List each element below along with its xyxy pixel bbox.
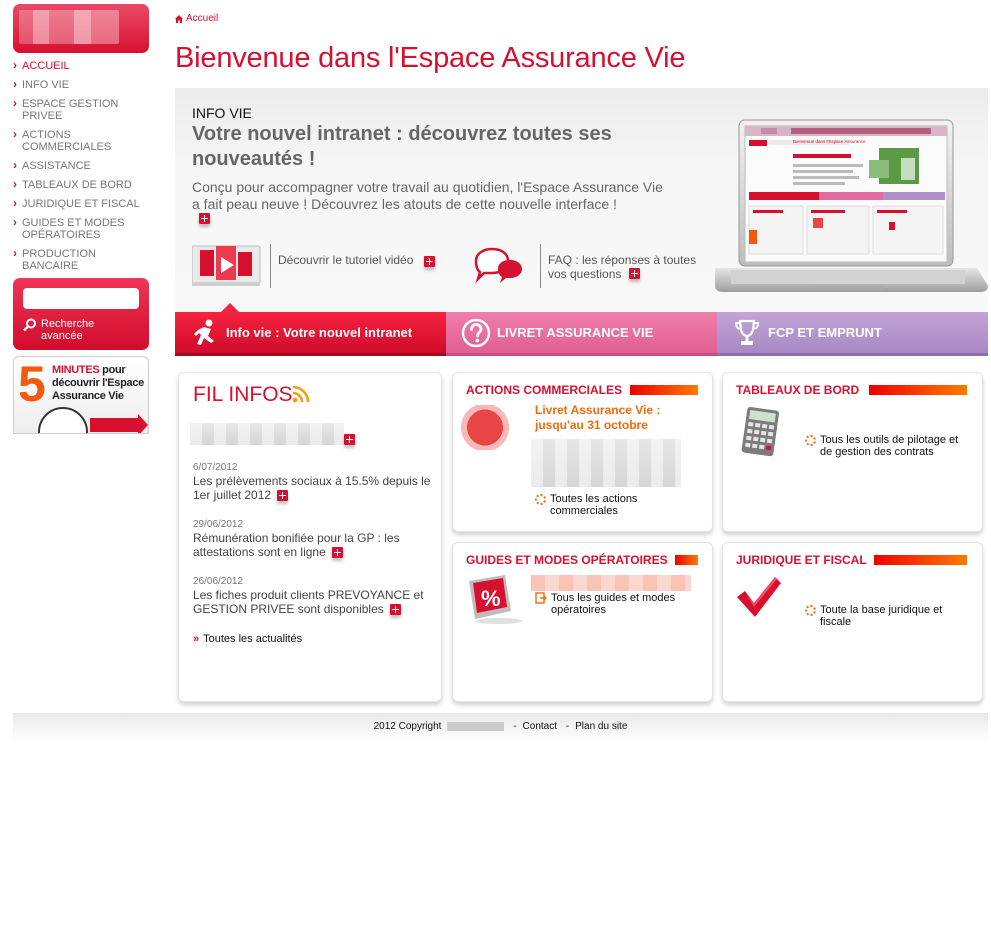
news-item[interactable] bbox=[193, 519, 433, 559]
juridique-title[interactable]: JURIDIQUE ET FISCAL bbox=[736, 553, 867, 567]
laptop-screenshot-image bbox=[715, 118, 988, 298]
gear-bullet-icon bbox=[535, 494, 546, 505]
nav-item-production-bancaire[interactable]: › PRODUCTION BANCAIRE bbox=[13, 248, 149, 272]
news-plus-icon[interactable] bbox=[332, 547, 343, 558]
all-news-link[interactable] bbox=[193, 633, 302, 645]
juridique-fiscal-card bbox=[722, 542, 983, 702]
title-accent-bar bbox=[874, 555, 967, 565]
news-date: 29/06/2012 bbox=[193, 519, 244, 530]
blurred-content bbox=[531, 575, 691, 591]
logo-image bbox=[19, 10, 119, 44]
hero-kicker: INFO VIE bbox=[192, 105, 252, 121]
all-tools-link[interactable] bbox=[805, 434, 970, 458]
blurred-thumbnail-image bbox=[460, 405, 510, 450]
hero-intro: Conçu pour accompagner votre travail au quotidien, l'Espace Assurance Vie a fait peau neuve ! Découvrez les atouts de cette nouvelle interface ! bbox=[192, 179, 663, 212]
nav-item-espace-gestion-privee[interactable]: › ESPACE GESTION PRIVEE bbox=[13, 98, 149, 122]
promo-minutes: MINUTES bbox=[52, 364, 100, 376]
nav-item-accueil[interactable]: › ACCUEIL bbox=[13, 60, 149, 72]
intro-more-plus-icon[interactable] bbox=[199, 213, 210, 224]
title-accent-bar bbox=[675, 555, 698, 565]
video-tutorial-icon[interactable] bbox=[192, 242, 262, 288]
blurred-content bbox=[190, 423, 344, 445]
rss-icon[interactable] bbox=[292, 385, 310, 403]
tableaux-de-bord-title[interactable]: TABLEAUX DE BORD bbox=[736, 383, 860, 397]
all-legal-link[interactable] bbox=[805, 604, 955, 628]
trophy-icon bbox=[732, 318, 762, 348]
all-guides-link[interactable] bbox=[535, 592, 685, 616]
search-panel bbox=[13, 278, 149, 350]
all-actions-link[interactable] bbox=[535, 493, 655, 517]
news-text: Rémunération bonifiée pour la GP : les attestations sont en ligne bbox=[193, 531, 400, 559]
laptop-screen-title: Bienvenue dans l'Espace Assurance bbox=[793, 139, 866, 144]
video-plus-icon[interactable] bbox=[424, 256, 435, 267]
all-tools-label: Tous les outils de pilotage et de gestion des contrats bbox=[820, 434, 959, 458]
footer-copyright: 2012 Copyright bbox=[373, 721, 442, 732]
clock-icon bbox=[38, 407, 88, 434]
nav-item-juridique-et-fiscal[interactable]: › JURIDIQUE ET FISCAL bbox=[13, 198, 149, 210]
nav-item-actions-commerciales[interactable]: › ACTIONS COMMERCIALES bbox=[13, 129, 149, 153]
promo-number: 5 bbox=[18, 356, 44, 412]
advanced-search-label: Recherche avancée bbox=[41, 318, 95, 342]
brand-logo[interactable] bbox=[13, 4, 149, 53]
hero-headline: Votre nouvel intranet : découvrez toutes ses nouveautés ! bbox=[192, 123, 612, 170]
guides-title[interactable]: GUIDES ET MODES OPÉRATOIRES bbox=[466, 553, 668, 567]
video-tutorial-link[interactable]: Découvrir le tutoriel vidéo bbox=[278, 253, 414, 267]
calculator-icon bbox=[736, 407, 790, 461]
all-legal-label: Toute la base juridique et fiscale bbox=[820, 604, 943, 628]
tab-info-vie-label: Info vie : Votre nouvel intranet bbox=[226, 325, 413, 340]
more-plus-icon[interactable] bbox=[344, 434, 355, 445]
news-date: 26/06/2012 bbox=[193, 576, 244, 587]
question-circle-icon bbox=[461, 318, 491, 348]
faq-speech-bubbles-icon[interactable] bbox=[472, 247, 524, 287]
tab-livret-assurance-vie[interactable] bbox=[446, 312, 717, 356]
percent-box-icon bbox=[465, 573, 525, 625]
offer-line-1: Livret Assurance Vie : bbox=[535, 403, 661, 417]
search-icon bbox=[23, 318, 37, 332]
news-item[interactable] bbox=[193, 576, 433, 616]
actions-commerciales-card bbox=[452, 372, 713, 532]
footer-contact-link[interactable]: Contact bbox=[522, 721, 558, 732]
chevron-right-icon: » bbox=[193, 633, 200, 645]
separator bbox=[540, 244, 541, 288]
news-text: Les prélèvements sociaux à 15.5% depuis le 1er juillet 2012 bbox=[193, 474, 431, 502]
home-icon bbox=[175, 15, 183, 23]
tab-fcp-et-emprunt[interactable] bbox=[717, 312, 988, 356]
promo-text bbox=[52, 364, 148, 403]
footer-separator: - bbox=[565, 721, 570, 732]
news-date: 6/07/2012 bbox=[193, 462, 238, 473]
news-plus-icon[interactable] bbox=[277, 490, 288, 501]
svg-text:%: % bbox=[481, 586, 501, 611]
tableaux-de-bord-card bbox=[722, 372, 983, 532]
nav-item-tableaux-de-bord[interactable]: › TABLEAUX DE BORD bbox=[13, 179, 149, 191]
search-input[interactable] bbox=[23, 288, 139, 309]
separator bbox=[270, 244, 271, 288]
five-minutes-promo[interactable] bbox=[13, 356, 149, 434]
hero-banner bbox=[175, 88, 988, 314]
offer-line-2: jusqu'au 31 octobre bbox=[535, 418, 648, 432]
actions-commerciales-title[interactable]: ACTIONS COMMERCIALES bbox=[466, 383, 622, 397]
breadcrumb-home-link[interactable]: Accueil bbox=[186, 13, 219, 24]
news-feed-title: FIL INFOS bbox=[193, 383, 293, 406]
nav-item-guides-modes-operatoires[interactable]: › GUIDES ET MODES OPÉRATOIRES bbox=[13, 217, 149, 241]
document-arrow-icon bbox=[535, 592, 547, 604]
blurred-owner-name bbox=[447, 722, 504, 731]
news-feed-card bbox=[178, 372, 442, 702]
footer bbox=[13, 713, 988, 741]
blurred-content bbox=[531, 439, 681, 487]
faq-plus-icon[interactable] bbox=[629, 268, 640, 279]
all-news-label: Toutes les actualités bbox=[203, 633, 303, 645]
tab-info-vie[interactable] bbox=[175, 312, 446, 356]
arrow-right-icon bbox=[90, 418, 138, 432]
offer-heading[interactable] bbox=[535, 403, 660, 433]
page-title: Bienvenue dans l'Espace Assurance Vie bbox=[175, 42, 686, 74]
all-guides-label: Tous les guides et modes opératoires bbox=[551, 592, 676, 616]
title-accent-bar bbox=[630, 385, 698, 395]
nav-item-info-vie[interactable]: › INFO VIE bbox=[13, 79, 149, 91]
advanced-search-link[interactable] bbox=[23, 318, 111, 342]
breadcrumb bbox=[175, 13, 218, 24]
faq-link[interactable]: FAQ : les réponses à toutes vos questions bbox=[548, 253, 697, 281]
checkmark-icon bbox=[735, 575, 783, 621]
gear-bullet-icon bbox=[805, 435, 816, 446]
nav-item-assistance[interactable]: › ASSISTANCE bbox=[13, 160, 149, 172]
gear-bullet-icon bbox=[805, 605, 816, 616]
title-accent-bar bbox=[869, 385, 967, 395]
footer-separator: - bbox=[513, 721, 517, 732]
guides-modes-operatoires-card bbox=[452, 542, 713, 702]
feature-tabs bbox=[175, 312, 988, 356]
news-text: Les fiches produit clients PREVOYANCE et GESTION PRIVEE sont disponibles bbox=[193, 588, 424, 616]
promo-description: pour découvrir l'Espace Assurance Vie bbox=[52, 364, 144, 402]
runner-icon bbox=[190, 318, 220, 348]
tab-fcp-label: FCP ET EMPRUNT bbox=[768, 325, 882, 340]
all-actions-label: Toutes les actions commerciales bbox=[550, 493, 638, 517]
footer-sitemap-link[interactable]: Plan du site bbox=[575, 721, 628, 732]
main-nav bbox=[13, 60, 149, 279]
news-item[interactable] bbox=[193, 462, 433, 502]
tab-livret-label: LIVRET ASSURANCE VIE bbox=[497, 325, 654, 340]
news-plus-icon[interactable] bbox=[390, 604, 401, 615]
